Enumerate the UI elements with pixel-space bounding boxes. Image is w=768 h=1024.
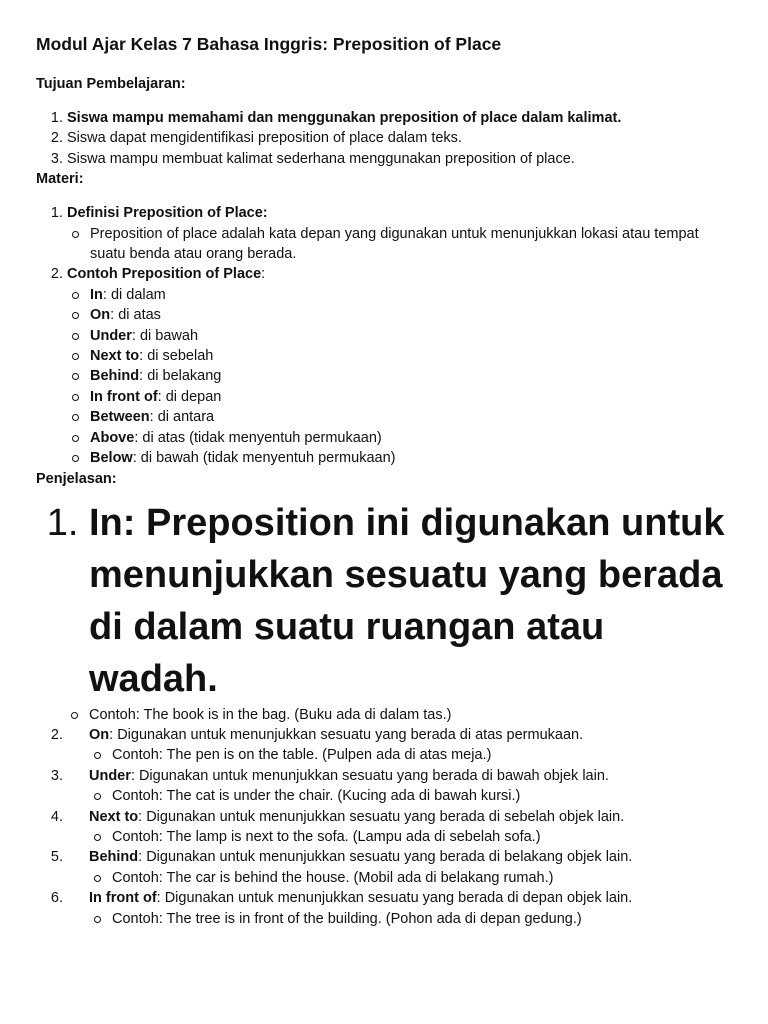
contoh-item: Between: di antara	[90, 407, 732, 427]
contoh-item: Above: di atas (tidak menyentuh permukaan)	[90, 428, 732, 448]
materi-list	[36, 203, 732, 468]
contoh-item: Behind: di belakang	[90, 366, 732, 386]
penjelasan-list	[49, 497, 732, 929]
contoh-item: On: di atas	[90, 305, 732, 325]
penjelasan-heading: Penjelasan:	[36, 470, 117, 487]
penjelasan-example: Contoh: The tree is in front of the building. (Pohon ada di depan gedung.)	[112, 909, 732, 929]
tujuan-list	[36, 108, 732, 169]
penjelasan-item-on: 2. On: Digunakan untuk menunjukkan sesuatu yang berada di atas permukaan. Contoh: The pen is on the table. (Pulpen ada di atas meja.)	[67, 725, 732, 766]
tujuan-item: 2. Siswa dapat mengidentifikasi preposition of place dalam teks.	[67, 128, 732, 148]
penjelasan-item-under: 3. Under: Digunakan untuk menunjukkan sesuatu yang berada di bawah objek lain. Contoh: The cat is under the chair. (Kucing ada di bawah kursi.)	[67, 766, 732, 807]
contoh-item: In: di dalam	[90, 285, 732, 305]
penjelasan-example: Contoh: The book is in the bag. (Buku ada di dalam tas.)	[89, 705, 732, 725]
penjelasan-example: Contoh: The pen is on the table. (Pulpen ada di atas meja.)	[112, 745, 732, 765]
contoh-item: Below: di bawah (tidak menyentuh permukaan)	[90, 448, 732, 468]
contoh-list	[67, 285, 732, 469]
penjelasan-example: Contoh: The cat is under the chair. (Kucing ada di bawah kursi.)	[112, 786, 732, 806]
tujuan-item: 1. Siswa mampu memahami dan menggunakan preposition of place dalam kalimat.	[67, 108, 732, 128]
tujuan-heading: Tujuan Pembelajaran:	[36, 76, 186, 92]
penjelasan-item-in: 1. In: Preposition ini digunakan untuk menunjukkan sesuatu yang berada di dalam suatu ruangan atau wadah. Contoh: The book is in the bag. (Buku ada di dalam tas.)	[89, 497, 732, 725]
penjelasan-item-in-front-of: 6. In front of: Digunakan untuk menunjukkan sesuatu yang berada di depan objek lain. Contoh: The tree is in front of the building. (Pohon ada di depan gedung.)	[67, 888, 732, 929]
page-title: Modul Ajar Kelas 7 Bahasa Inggris: Preposition of Place	[36, 34, 502, 54]
contoh-item: In front of: di depan	[90, 387, 732, 407]
penjelasan-example: Contoh: The lamp is next to the sofa. (Lampu ada di sebelah sofa.)	[112, 827, 732, 847]
penjelasan-item-behind: 5. Behind: Digunakan untuk menunjukkan sesuatu yang berada di belakang objek lain. Contoh: The car is behind the house. (Mobil ada di belakang rumah.)	[67, 847, 732, 888]
materi-heading: Materi:	[36, 171, 84, 188]
materi-contoh: 2. Contoh Preposition of Place: In: di dalam On: di atas Under: di bawah Next to: di sebelah Behind: di belakang In front of: di depan Between: di antara Above: di atas (tidak menyentuh permukaan) Below: di bawah (tidak menyentuh permukaan)	[67, 264, 732, 468]
contoh-item: Next to: di sebelah	[90, 346, 732, 366]
penjelasan-example: Contoh: The car is behind the house. (Mobil ada di belakang rumah.)	[112, 868, 732, 888]
definisi-text: Preposition of place adalah kata depan yang digunakan untuk menunjukkan lokasi atau tempat suatu benda atau orang berada.	[90, 224, 732, 265]
materi-definisi: 1. Definisi Preposition of Place: Preposition of place adalah kata depan yang digunakan untuk menunjukkan lokasi atau tempat suatu benda atau orang berada.	[67, 203, 732, 264]
penjelasan-item-next-to: 4. Next to: Digunakan untuk menunjukkan sesuatu yang berada di sebelah objek lain. Contoh: The lamp is next to the sofa. (Lampu ada di sebelah sofa.)	[67, 807, 732, 848]
tujuan-item: 3. Siswa mampu membuat kalimat sederhana menggunakan preposition of place.	[67, 149, 732, 169]
contoh-item: Under: di bawah	[90, 326, 732, 346]
